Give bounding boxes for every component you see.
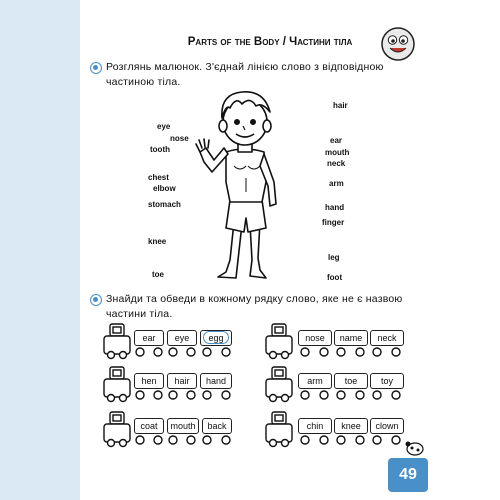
answer-circle	[203, 331, 229, 344]
train-word: back	[202, 418, 232, 434]
train-engine	[102, 410, 132, 448]
train-word: chin	[298, 418, 332, 434]
train-word: toy	[370, 373, 404, 389]
train-wheels	[296, 346, 406, 358]
train-word: clown	[370, 418, 404, 434]
train-wheels	[132, 389, 236, 401]
task-1-line-1: Розглянь малюнок. З'єднай лінією слово з відповідною	[106, 61, 384, 73]
train-engine	[264, 410, 294, 448]
train-wheels	[296, 389, 406, 401]
task-2-line-2: частини тіла.	[106, 308, 173, 320]
word-hand: hand	[325, 203, 345, 212]
train-word: hair	[167, 373, 197, 389]
train-word: nose	[298, 330, 332, 346]
train-word: mouth	[167, 418, 199, 434]
word-stomach: stomach	[148, 200, 181, 209]
train-word: hen	[134, 373, 164, 389]
train-word: egg	[200, 330, 232, 346]
task-1-icon	[90, 62, 102, 74]
train-engine	[102, 365, 132, 403]
word-ear: ear	[330, 136, 343, 145]
word-elbow: elbow	[153, 184, 176, 193]
word-nose: nose	[170, 134, 189, 143]
train-wheels	[296, 434, 406, 446]
word-toe: toe	[152, 270, 164, 279]
word-arm: arm	[329, 179, 344, 188]
word-eye: eye	[157, 122, 171, 131]
word-finger: finger	[322, 218, 345, 227]
train-word: coat	[134, 418, 164, 434]
train-engine	[264, 365, 294, 403]
task-2-icon	[90, 294, 102, 306]
train-word: eye	[167, 330, 197, 346]
train-word: neck	[370, 330, 404, 346]
train-word: ear	[134, 330, 164, 346]
word-chest: chest	[148, 173, 169, 182]
ladybug-icon	[404, 440, 426, 456]
word-knee: knee	[148, 237, 167, 246]
word-mouth: mouth	[325, 148, 350, 157]
smiley-icon	[380, 26, 416, 62]
train-word: name	[334, 330, 368, 346]
word-tooth: tooth	[150, 145, 170, 154]
train-word: toe	[334, 373, 368, 389]
word-hair: hair	[333, 101, 348, 110]
train-wheels	[132, 434, 236, 446]
train-word: arm	[298, 373, 332, 389]
task-2-line-1: Знайди та обведи в кожному рядку слово, яке не є назвою	[106, 293, 403, 305]
word-neck: neck	[327, 159, 346, 168]
train-engine	[102, 322, 132, 360]
page-number: 49	[399, 466, 417, 483]
train-word: hand	[200, 373, 232, 389]
page-title: Parts of the Body / Частини тіла	[187, 36, 353, 48]
train-engine	[264, 322, 294, 360]
task-1-line-2: частиною тіла.	[106, 76, 181, 88]
boy-illustration	[190, 82, 300, 287]
train-word: knee	[334, 418, 368, 434]
word-foot: foot	[327, 273, 343, 282]
train-wheels	[132, 346, 236, 358]
word-leg: leg	[328, 253, 340, 262]
